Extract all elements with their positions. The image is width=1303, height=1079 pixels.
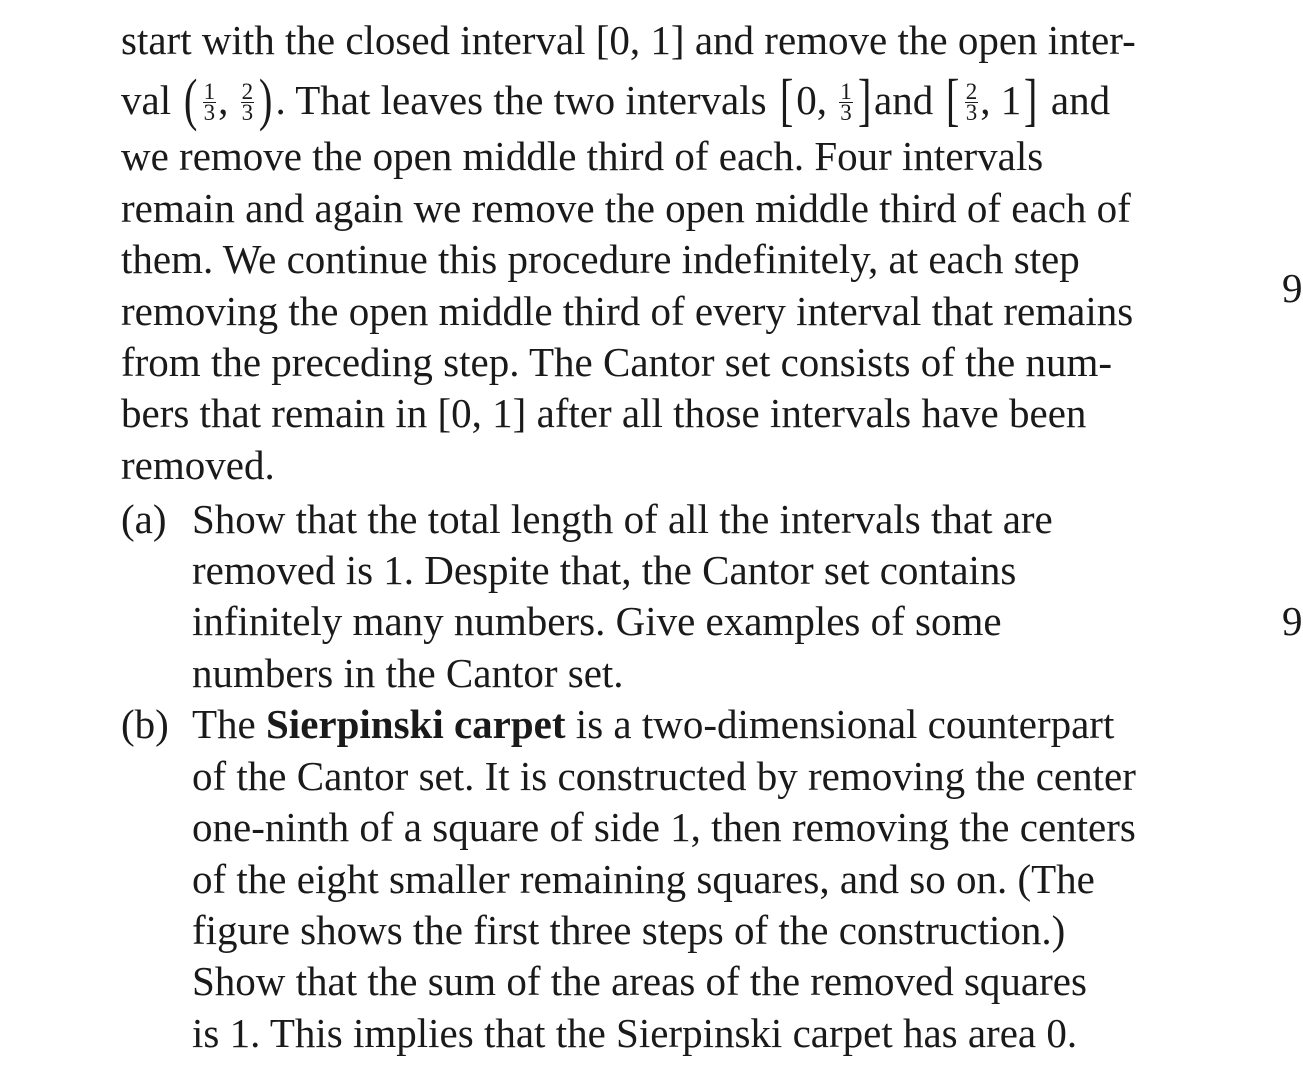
and-word: and	[874, 77, 944, 123]
paragraph-line-9: removed.	[121, 442, 275, 488]
part-b-line-1	[192, 698, 1114, 750]
paragraph-line-8: bers that remain in [0, 1] after all those intervals have been	[121, 390, 1087, 436]
paragraph-line-3: we remove the open middle third of each. Four intervals	[121, 133, 1044, 179]
frac-den: 3	[965, 100, 978, 126]
close-bracket: ]	[1024, 66, 1038, 132]
clipped-edge-glyph: 9	[1282, 598, 1303, 644]
and-word: and	[1040, 77, 1111, 123]
open-bracket: [	[779, 66, 794, 132]
interval2-end: , 1	[980, 77, 1022, 123]
clipped-edge-glyph: 9	[1282, 265, 1303, 311]
line2-middle-text: . That leaves the two intervals	[275, 77, 777, 123]
part-b-line1-post: is a two-dimensional counterpart	[565, 701, 1115, 747]
paragraph-line-6: removing the open middle third of every interval that remains	[121, 288, 1134, 334]
fraction-one-third	[203, 79, 217, 126]
part-a-line-4: numbers in the Cantor set.	[192, 650, 624, 696]
part-a-label: (a)	[121, 496, 167, 542]
part-b-line-5: figure shows the first three steps of the construction.)	[192, 907, 1066, 953]
frac-den: 3	[203, 100, 216, 126]
open-bracket: [	[946, 66, 960, 132]
open-paren: (	[184, 66, 198, 132]
paragraph-line-7: from the preceding step. The Cantor set consists of the num-	[121, 339, 1112, 385]
part-b-line-7: is 1. This implies that the Sierpinski carpet has area 0.	[192, 1010, 1078, 1056]
frac-den: 3	[241, 100, 254, 126]
frac-num: 1	[840, 79, 852, 105]
line2-prefix: val	[121, 77, 182, 123]
part-b-line-6: Show that the sum of the areas of the removed squares	[192, 958, 1087, 1004]
close-bracket: ]	[857, 66, 872, 132]
part-b-line-2: of the Cantor set. It is constructed by removing the center	[192, 753, 1136, 799]
paragraph-line-5: them. We continue this procedure indefinitely, at each step	[121, 236, 1080, 282]
frac-num: 2	[965, 79, 978, 105]
paragraph-line-1: start with the closed interval [0, 1] and remove the open inter-	[121, 17, 1136, 63]
paragraph-line-2	[121, 66, 1111, 132]
part-b-line-4: of the eight smaller remaining squares, and so on. (The	[192, 856, 1095, 902]
frac-num: 1	[203, 79, 216, 105]
comma: ,	[218, 77, 239, 123]
interval1-start: 0,	[796, 77, 838, 123]
fraction-one-third	[839, 79, 853, 126]
fraction-two-thirds	[965, 79, 979, 126]
part-b-label: (b)	[121, 701, 169, 747]
part-b-line1-pre: The	[192, 701, 266, 747]
frac-num: 2	[241, 79, 254, 105]
part-a-line-3: infinitely many numbers. Give examples of some	[192, 598, 1002, 644]
term-sierpinski-carpet: Sierpinski carpet	[266, 701, 566, 747]
part-b-line-3: one-ninth of a square of side 1, then removing the centers	[192, 804, 1136, 850]
frac-den: 3	[840, 100, 852, 126]
close-paren: )	[259, 66, 273, 132]
part-a-line-2: removed is 1. Despite that, the Cantor set contains	[192, 547, 1017, 593]
paragraph-line-4: remain and again we remove the open middle third of each of	[121, 185, 1131, 231]
part-a-line-1: Show that the total length of all the intervals that are	[192, 496, 1053, 542]
fraction-two-thirds	[241, 79, 255, 126]
